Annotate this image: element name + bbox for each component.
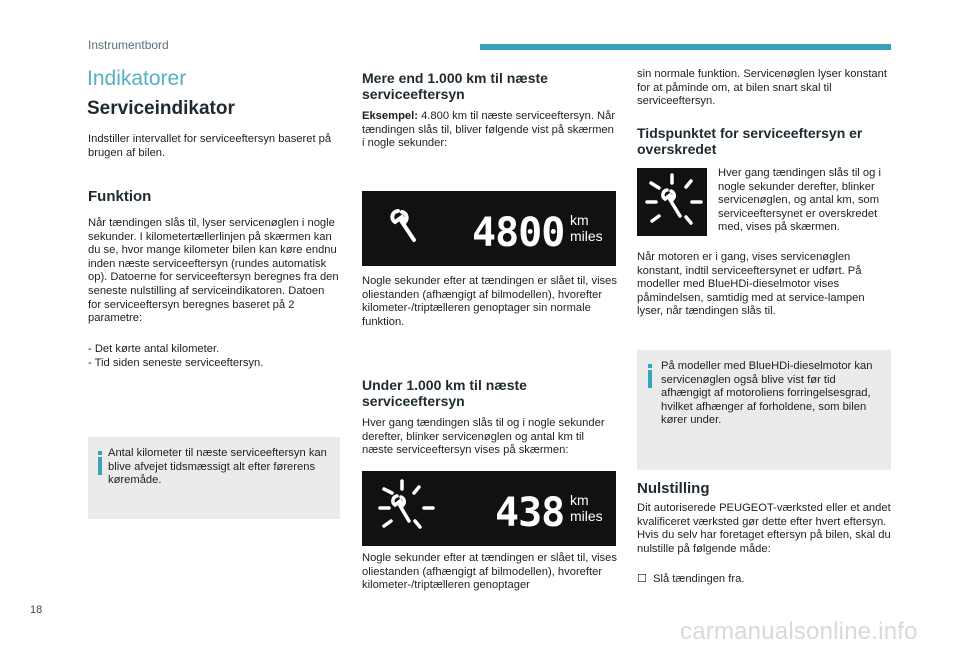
funktion-heading: Funktion — [88, 188, 152, 205]
overdue-body-beside: Hver gang tændingen slås til og i nogle sekunder derefter, blinker servicenøglen, og antal km, som serviceeftersynet er overskredet med, vises på skærmen. — [718, 167, 881, 234]
list-item: - Det kørte antal kilometer. — [88, 343, 220, 355]
info-icon — [647, 364, 653, 388]
example-label: Eksempel: — [362, 110, 418, 122]
watermark-text: carmanualsonline.info — [680, 618, 918, 645]
example-text: 4.800 km til næste serviceeftersyn. Når tændingen slås til, bliver følgende vist på skærmen i nogle sekunder: — [362, 110, 616, 150]
over-1000-example — [362, 110, 618, 151]
display-value: 438 — [495, 490, 565, 536]
intro-text: Indstiller intervallet for serviceeftersyn baseret på brugen af bilen. — [88, 133, 332, 159]
unit-km: km — [570, 492, 589, 508]
info-box-1-text: Antal kilometer til næste serviceeftersyn kan blive afvejet tidsmæssigt alt efter førerens køremåde. — [108, 447, 327, 487]
section-title: Serviceindikator — [87, 98, 235, 119]
info-icon — [97, 451, 103, 475]
continued-text: sin normale funktion. Servicenøglen lyser konstant for at påminde om, at bilen snart skal til serviceeftersyn. — [637, 68, 887, 108]
under-1000-after: Nogle sekunder efter at tændingen er slået til, vises oliestanden (afhængigt af bilmodellen), hvorefter kilometer-/triptælleren genoptager — [362, 552, 617, 592]
wrench-icon — [392, 211, 414, 240]
blinking-wrench-icon — [647, 175, 701, 223]
unit-miles: miles — [570, 228, 603, 244]
overdue-body-below: Når motoren er i gang, vises servicenøglen konstant, indtil serviceeftersynet er udført. På modeller med BlueHDi-dieselmotor vises påmindelsen, samtidig med at service-lampen lyser, når tændingen slås til. — [637, 251, 865, 318]
page-number: 18 — [30, 604, 43, 616]
funktion-body: Når tændingen slås til, lyser servicenøglen i nogle sekunder. I kilometertællerlinjen på skærmen kan du se, hvor mange kilometer bilen kan køre endnu inden næste serviceeftersyn (rundes automatisk op). Datoerne for serviceeftersyn beregnes fra den seneste nulstilling af serviceindikatoren. Datoen for serviceeftersyn beregnes baseret på 2 parametre: — [88, 217, 339, 325]
funktion-list — [88, 343, 340, 370]
overdue-wrench-display — [637, 168, 707, 236]
under-1000-heading: Under 1.000 km til næste serviceeftersyn — [362, 377, 527, 409]
nulstilling-body: Dit autoriserede PEUGEOT-værksted eller et andet kvalificeret værksted gør dette efter hvert eftersyn. Hvis du selv har foretaget eftersyn på bilen, skal du nulstille på følgende måde: — [637, 502, 891, 555]
nulstilling-step — [637, 573, 893, 587]
display-438 — [362, 471, 616, 546]
display-value: 4800 — [472, 210, 565, 256]
over-1000-heading: Mere end 1.000 km til næste serviceeftersyn — [362, 70, 548, 102]
nulstilling-heading: Nulstilling — [637, 480, 710, 497]
info-box-2-text: På modeller med BlueHDi-dieselmotor kan servicenøglen også blive vist før tid afhængigt af motoroliens forringelsesgrad, hvilket afhænger af forholdene, som bilen kører under. — [661, 360, 873, 427]
blinking-wrench-icon — [380, 481, 433, 527]
display-4800 — [362, 191, 616, 266]
over-1000-after: Nogle sekunder efter at tændingen er slået til, vises oliestanden (afhængigt af bilmodellen), hvorefter kilometer-/triptælleren genoptager sin normale funktion. — [362, 275, 617, 328]
section-label: Instrumentbord — [88, 38, 169, 52]
info-box-2 — [637, 350, 891, 470]
list-item: - Tid siden seneste serviceeftersyn. — [88, 356, 264, 369]
unit-km: km — [570, 212, 589, 228]
page-title: Indikatorer — [87, 67, 187, 90]
header-accent-bar — [480, 44, 891, 50]
unit-miles: miles — [570, 508, 603, 524]
checkbox-icon: ☐ — [637, 573, 648, 585]
step-text: Slå tændingen fra. — [653, 573, 745, 585]
under-1000-body: Hver gang tændingen slås til og i nogle sekunder derefter, blinker servicenøglen og antal km til næste serviceeftersyn vises på skærmen: — [362, 417, 605, 457]
info-box-1 — [88, 437, 340, 519]
overdue-heading: Tidspunktet for serviceeftersyn er overskredet — [637, 125, 863, 157]
